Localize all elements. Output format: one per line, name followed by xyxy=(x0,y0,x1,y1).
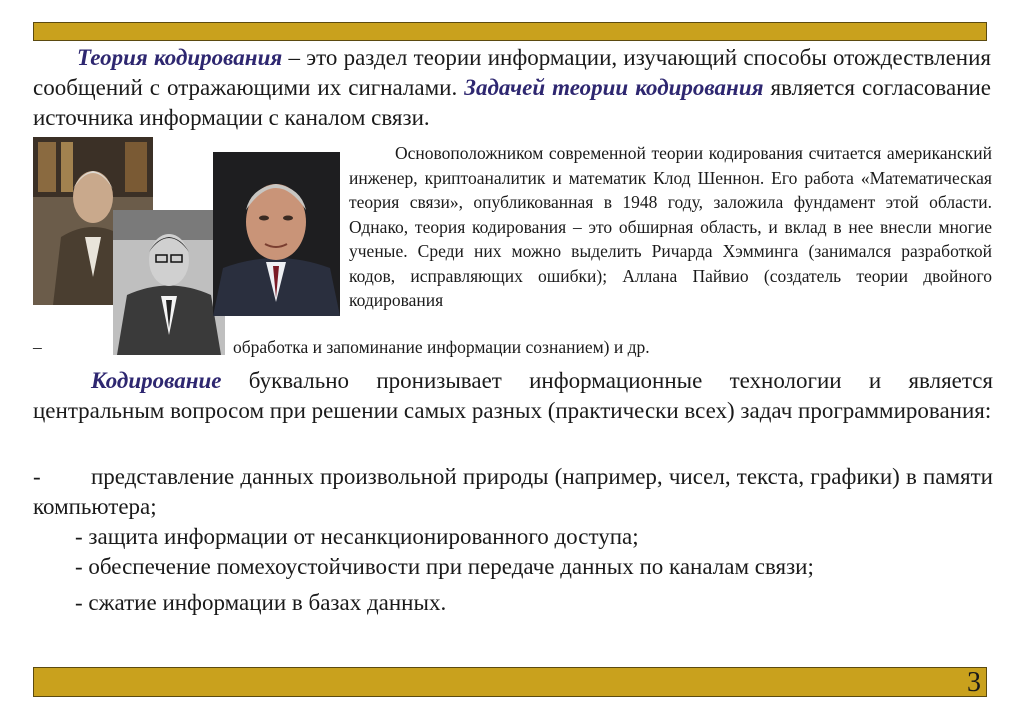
list-item: - защита информации от несанкционированного доступа; xyxy=(75,524,639,549)
list-item xyxy=(33,462,993,522)
coding-term: Кодирование xyxy=(91,368,222,393)
list-item: - сжатие информации в базах данных. xyxy=(75,590,447,615)
bottom-decorative-bar xyxy=(33,667,987,697)
intro-text-b: является согласование источника информации с каналом связи. xyxy=(33,75,991,130)
portrait-photo-2 xyxy=(113,210,225,355)
coding-task-term: Задачей теории кодирования xyxy=(464,75,764,100)
list-item: - обеспечение помехоустойчивости при передаче данных по каналам связи; xyxy=(75,554,814,579)
portrait-photo-3 xyxy=(213,152,340,316)
intro-paragraph xyxy=(33,43,991,133)
bio-tail-line xyxy=(33,335,993,360)
intro-text-a: – это раздел теории информации, изучающий способы отождествления сообщений с отражающими их сигналами. xyxy=(33,45,991,100)
bio-text: Основоположником современной теории кодирования считается американский инженер, криптоаналитик и математик Клод Шеннон. Его работа «Математическая теория связи», опубликованная в 1948 году, заложила фундамент этой области. Однако, теория кодирования – это обширная область, и вклад в нее внесли многие ученые. Среди них можно выделить Ричарда Хэмминга (занимался разработкой кодов, исправляющих ошибки); Аллана Пайвио (создатель теории двойного кодирования xyxy=(349,143,992,310)
bio-dash: – xyxy=(33,337,42,357)
list-item-dash: - xyxy=(33,464,41,489)
applications-list xyxy=(33,462,993,618)
top-decorative-bar xyxy=(33,22,987,41)
coding-paragraph xyxy=(33,366,993,426)
coding-paragraph-text: буквально пронизывает информационные технологии и является центральным вопросом при решении самых разных (практически всех) задач программирования: xyxy=(33,368,993,423)
page-number: 3 xyxy=(967,667,981,698)
coding-theory-term: Теория кодирования xyxy=(77,45,283,70)
bio-tail-text: обработка и запоминание информации сознанием) и др. xyxy=(233,337,650,357)
list-item-text: представление данных произвольной природы (например, чисел, текста, графики) в памяти компьютера; xyxy=(33,464,993,519)
shannon-bio-paragraph xyxy=(349,141,992,313)
